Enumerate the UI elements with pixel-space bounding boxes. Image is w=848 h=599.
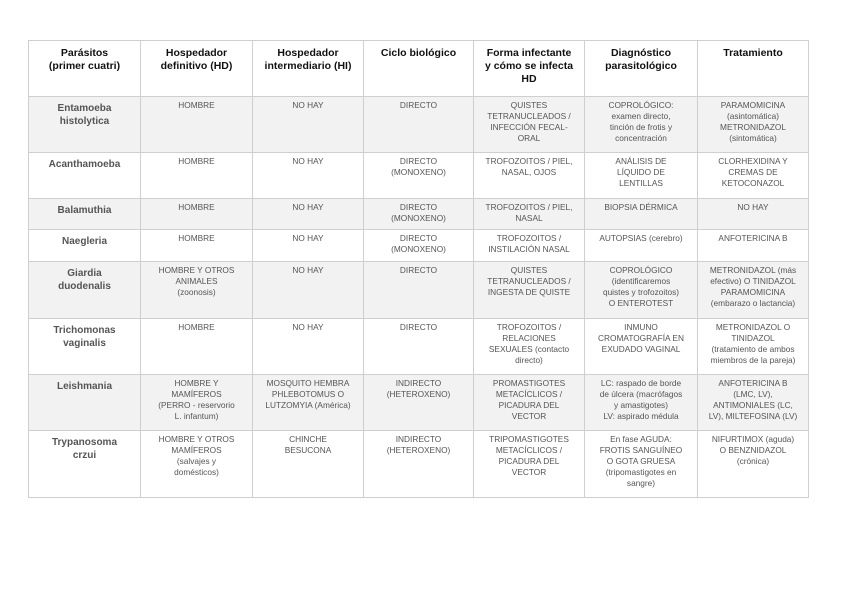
cell-treatment: CLORHEXIDINA Y CREMAS DE KETOCONAZOL	[698, 153, 809, 199]
header-treatment: Tratamiento	[698, 41, 809, 97]
cell-diagnosis: AUTOPSIAS (cerebro)	[585, 230, 698, 262]
cell-life-cycle: DIRECTO	[364, 262, 474, 319]
cell-parasite-name: Giardia duodenalis	[29, 262, 141, 319]
cell-treatment: ANFOTERICINA B (LMC, LV), ANTIMONIALES (LC, LV), MILTEFOSINA (LV)	[698, 375, 809, 431]
cell-diagnosis: BIOPSIA DÉRMICA	[585, 199, 698, 230]
cell-treatment: PARAMOMICINA (asintomática) METRONIDAZOL (sintomática)	[698, 97, 809, 153]
cell-life-cycle: DIRECTO (MONOXENO)	[364, 153, 474, 199]
header-intermediate-host: Hospedador intermediario (HI)	[253, 41, 364, 97]
cell-intermediate-host: NO HAY	[253, 230, 364, 262]
cell-intermediate-host: NO HAY	[253, 153, 364, 199]
cell-parasite-name: Entamoeba histolytica	[29, 97, 141, 153]
parasites-table	[28, 40, 809, 498]
cell-definitive-host: HOMBRE	[141, 153, 253, 199]
cell-definitive-host: HOMBRE	[141, 230, 253, 262]
header-diagnosis: Diagnóstico parasitológico	[585, 41, 698, 97]
header-row	[29, 41, 809, 97]
cell-diagnosis: COPROLÓGICO: examen directo, tinción de frotis y concentración	[585, 97, 698, 153]
cell-infective-form: QUISTES TETRANUCLEADOS / INGESTA DE QUISTE	[474, 262, 585, 319]
cell-treatment: METRONIDAZOL O TINIDAZOL (tratamiento de ambos miembros de la pareja)	[698, 319, 809, 375]
header-definitive-host: Hospedador definitivo (HD)	[141, 41, 253, 97]
table-row	[29, 262, 809, 319]
cell-diagnosis: COPROLÓGICO (identificaremos quistes y trofozoitos) O ENTEROTEST	[585, 262, 698, 319]
cell-life-cycle: DIRECTO (MONOXENO)	[364, 230, 474, 262]
cell-life-cycle: DIRECTO	[364, 97, 474, 153]
table-row	[29, 375, 809, 431]
cell-definitive-host: HOMBRE	[141, 97, 253, 153]
table-row	[29, 199, 809, 230]
table-row	[29, 230, 809, 262]
cell-parasite-name: Balamuthia	[29, 199, 141, 230]
cell-parasite-name: Acanthamoeba	[29, 153, 141, 199]
cell-intermediate-host: NO HAY	[253, 97, 364, 153]
cell-treatment: ANFOTERICINA B	[698, 230, 809, 262]
cell-life-cycle: INDIRECTO (HETEROXENO)	[364, 375, 474, 431]
cell-definitive-host: HOMBRE	[141, 199, 253, 230]
cell-definitive-host: HOMBRE Y OTROS MAMÍFEROS (salvajes y domésticos)	[141, 431, 253, 498]
cell-intermediate-host: CHINCHE BESUCONA	[253, 431, 364, 498]
header-parasites: Parásitos (primer cuatri)	[29, 41, 141, 97]
cell-parasite-name: Trypanosoma crzui	[29, 431, 141, 498]
header-life-cycle: Ciclo biológico	[364, 41, 474, 97]
table-row	[29, 153, 809, 199]
cell-diagnosis: ANÁLISIS DE LÍQUIDO DE LENTILLAS	[585, 153, 698, 199]
header-infective-form: Forma infectante y cómo se infecta HD	[474, 41, 585, 97]
cell-treatment: METRONIDAZOL (más efectivo) O TINIDAZOL PARAMOMICINA (embarazo o lactancia)	[698, 262, 809, 319]
cell-parasite-name: Leishmania	[29, 375, 141, 431]
cell-infective-form: TROFOZOITOS / INSTILACIÓN NASAL	[474, 230, 585, 262]
cell-infective-form: TROFOZOITOS / RELACIONES SEXUALES (contacto directo)	[474, 319, 585, 375]
cell-life-cycle: INDIRECTO (HETEROXENO)	[364, 431, 474, 498]
cell-definitive-host: HOMBRE	[141, 319, 253, 375]
cell-life-cycle: DIRECTO	[364, 319, 474, 375]
table-row	[29, 431, 809, 498]
cell-parasite-name: Naegleria	[29, 230, 141, 262]
cell-infective-form: TRIPOMASTIGOTES METACÍCLICOS / PICADURA DEL VECTOR	[474, 431, 585, 498]
cell-infective-form: PROMASTIGOTES METACÍCLICOS / PICADURA DEL VECTOR	[474, 375, 585, 431]
cell-treatment: NO HAY	[698, 199, 809, 230]
cell-treatment: NIFURTIMOX (aguda) O BENZNIDAZOL (crónica)	[698, 431, 809, 498]
cell-parasite-name: Trichomonas vaginalis	[29, 319, 141, 375]
cell-diagnosis: LC: raspado de borde de úlcera (macrófagos y amastigotes) LV: aspirado médula	[585, 375, 698, 431]
cell-intermediate-host: NO HAY	[253, 319, 364, 375]
cell-infective-form: TROFOZOITOS / PIEL, NASAL, OJOS	[474, 153, 585, 199]
table-row	[29, 319, 809, 375]
cell-intermediate-host: MOSQUITO HEMBRA PHLEBOTOMUS O LUTZOMYIA (América)	[253, 375, 364, 431]
cell-diagnosis: En fase AGUDA: FROTIS SANGUÍNEO O GOTA GRUESA (tripomastigotes en sangre)	[585, 431, 698, 498]
cell-infective-form: QUISTES TETRANUCLEADOS / INFECCIÓN FECAL- ORAL	[474, 97, 585, 153]
table-row	[29, 97, 809, 153]
cell-intermediate-host: NO HAY	[253, 262, 364, 319]
cell-infective-form: TROFOZOITOS / PIEL, NASAL	[474, 199, 585, 230]
cell-definitive-host: HOMBRE Y OTROS ANIMALES (zoonosis)	[141, 262, 253, 319]
cell-diagnosis: INMUNO CROMATOGRAFÍA EN EXUDADO VAGINAL	[585, 319, 698, 375]
cell-intermediate-host: NO HAY	[253, 199, 364, 230]
cell-definitive-host: HOMBRE Y MAMÍFEROS (PERRO - reservorio L. infantum)	[141, 375, 253, 431]
cell-life-cycle: DIRECTO (MONOXENO)	[364, 199, 474, 230]
